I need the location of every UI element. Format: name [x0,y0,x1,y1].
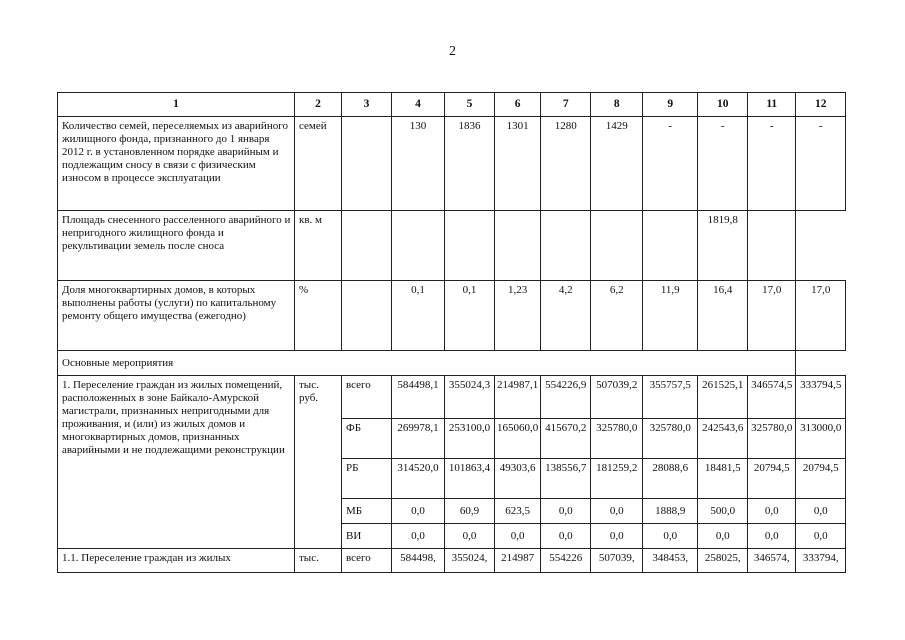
value-cell: 0,0 [748,524,796,549]
value-cell: 0,1 [445,281,495,351]
value-cell: 28088,6 [643,459,698,499]
value-cell: 346574, [748,549,796,573]
value-cell: 0,0 [445,524,495,549]
value-cell: 16,4 [698,281,748,351]
header-cell: 12 [796,93,846,117]
value-cell: 130 [392,117,445,211]
source-cell [342,117,392,211]
value-cell: 0,0 [541,499,591,524]
value-cell: 507039,2 [591,376,643,419]
value-cell: 6,2 [591,281,643,351]
value-cell: 333794, [796,549,846,573]
value-cell: 584498,1 [392,376,445,419]
value-cell: 1888,9 [643,499,698,524]
value-cell: 0,0 [796,499,846,524]
unit-cell: кв. м [295,211,342,281]
header-cell: 1 [58,93,295,117]
value-cell: 0,0 [748,499,796,524]
indicators-table [57,92,846,573]
indicator-label: Количество семей, переселяемых из аварийного жилищного фонда, признанного до 1 января 2012 г. в установленном порядке аварийным и подлежащим сносу в связи с физическим износом в процессе эксплуатации [58,117,295,211]
value-cell: 0,0 [643,524,698,549]
value-cell: 415670,2 [541,419,591,459]
value-cell [748,211,796,281]
value-cell: 258025, [698,549,748,573]
value-cell: 325780,0 [643,419,698,459]
value-cell: 1429 [591,117,643,211]
page-number: 2 [449,44,456,59]
value-cell: - [748,117,796,211]
value-cell: 253100,0 [445,419,495,459]
section-heading: Основные мероприятия [58,351,796,376]
value-cell: 500,0 [698,499,748,524]
value-cell [591,211,643,281]
header-cell: 10 [698,93,748,117]
measure-label: 1. Переселение граждан из жилых помещений, расположенных в зоне Байкало-Амурской магистрали, признанных непригодными для проживания, и (или) из жилых домов и многоквартирных домов, признанных аварийными и не подлежащими реконструкции [58,376,295,549]
value-cell: 165060,0 [495,419,541,459]
source-cell: РБ [342,459,392,499]
value-cell: 554226 [541,549,591,573]
value-cell: 314520,0 [392,459,445,499]
value-cell [495,211,541,281]
value-cell: 181259,2 [591,459,643,499]
value-cell: 1,23 [495,281,541,351]
value-cell: 0,0 [541,524,591,549]
measure-label: 1.1. Переселение граждан из жилых [58,549,295,573]
value-cell: 355024, [445,549,495,573]
value-cell: 584498, [392,549,445,573]
header-cell: 11 [748,93,796,117]
value-cell: 17,0 [748,281,796,351]
source-cell: всего [342,549,392,573]
table-row-area [58,211,846,281]
header-row [58,93,846,117]
value-cell: 11,9 [643,281,698,351]
unit-cell: тыс. руб. [295,376,342,549]
value-cell: 0,0 [591,499,643,524]
source-cell: ФБ [342,419,392,459]
value-cell: 20794,5 [748,459,796,499]
value-cell: 49303,6 [495,459,541,499]
value-cell: - [698,117,748,211]
value-cell: 325780,0 [748,419,796,459]
header-cell: 6 [495,93,541,117]
value-cell: - [796,117,846,211]
value-cell: 60,9 [445,499,495,524]
value-cell: 0,1 [392,281,445,351]
value-cell: - [643,117,698,211]
value-cell [445,211,495,281]
value-cell: 1301 [495,117,541,211]
value-cell: 346574,5 [748,376,796,419]
value-cell: 0,0 [392,524,445,549]
header-cell: 7 [541,93,591,117]
value-cell: 269978,1 [392,419,445,459]
unit-cell: тыс. [295,549,342,573]
value-cell: 0,0 [495,524,541,549]
table-row-share [58,281,846,351]
value-cell: 623,5 [495,499,541,524]
header-cell: 5 [445,93,495,117]
value-cell: 1836 [445,117,495,211]
value-cell: 325780,0 [591,419,643,459]
value-cell: 214987,1 [495,376,541,419]
value-cell: 313000,0 [796,419,846,459]
unit-cell: % [295,281,342,351]
source-cell [342,211,392,281]
source-cell: ВИ [342,524,392,549]
blank-cell [796,211,846,281]
value-cell: 1280 [541,117,591,211]
indicator-label: Доля многоквартирных домов, в которых выполнены работы (услуги) по капитальному ремонту общего имущества (ежегодно) [58,281,295,351]
blank-cell [796,351,846,376]
value-cell: 18481,5 [698,459,748,499]
value-cell: 0,0 [796,524,846,549]
value-cell [643,211,698,281]
source-cell [342,281,392,351]
value-cell: 355757,5 [643,376,698,419]
table-row-section [58,351,846,376]
indicator-label: Площадь снесенного расселенного аварийного и непригодного жилищного фонда и рекультивации земель после сноса [58,211,295,281]
value-cell: 355024,3 [445,376,495,419]
value-cell: 348453, [643,549,698,573]
header-cell: 2 [295,93,342,117]
value-cell: 20794,5 [796,459,846,499]
value-cell: 17,0 [796,281,846,351]
value-cell: 101863,4 [445,459,495,499]
header-cell: 3 [342,93,392,117]
table-row-measure1-total [58,376,846,419]
value-cell: 242543,6 [698,419,748,459]
value-cell: 554226,9 [541,376,591,419]
source-cell: всего [342,376,392,419]
value-cell: 507039, [591,549,643,573]
header-cell: 9 [643,93,698,117]
table-row-families [58,117,846,211]
value-cell: 1819,8 [698,211,748,281]
value-cell: 138556,7 [541,459,591,499]
value-cell: 333794,5 [796,376,846,419]
value-cell: 261525,1 [698,376,748,419]
value-cell: 214987 [495,549,541,573]
value-cell: 0,0 [698,524,748,549]
source-cell: МБ [342,499,392,524]
unit-cell: семей [295,117,342,211]
value-cell [541,211,591,281]
value-cell: 4,2 [541,281,591,351]
header-cell: 4 [392,93,445,117]
header-cell: 8 [591,93,643,117]
value-cell: 0,0 [591,524,643,549]
table-row-measure11 [58,549,846,573]
value-cell [392,211,445,281]
value-cell: 0,0 [392,499,445,524]
